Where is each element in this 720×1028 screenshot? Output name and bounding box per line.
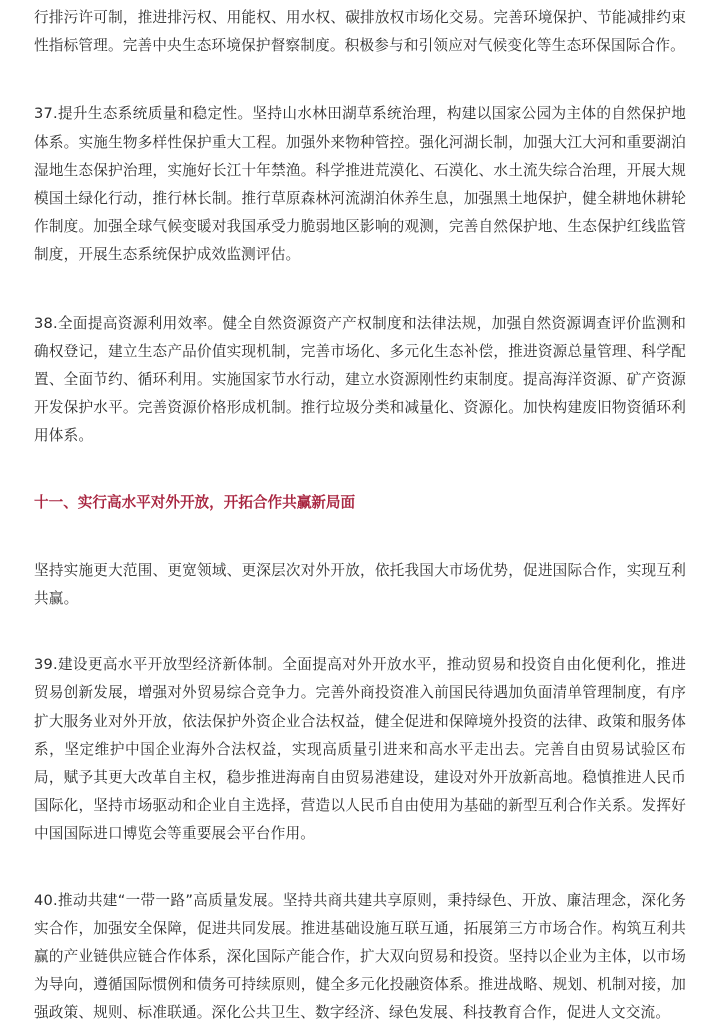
section-11-intro: 坚持实施更大范围、更宽领域、更深层次对外开放，依托我国大市场优势，促进国际合作，实现互利共赢。 (34, 561, 686, 608)
document-body (34, 4, 686, 1028)
paragraph-intro-tail: 行排污许可制，推进排污权、用能权、用水权、碳排放权市场化交易。完善环境保护、节能减排约束性指标管理。完善中央生态环境保护督察制度。积极参与和引领应对气候变化等生态环保国际合作。 (34, 9, 686, 55)
section-11-heading: 十一、实行高水平对外开放，开拓合作共赢新局面 (34, 493, 356, 511)
paragraph-37: 37.提升生态系统质量和稳定性。坚持山水林田湖草系统治理，构建以国家公园为主体的自然保护地体系。实施生物多样性保护重大工程。加强外来物种管控。强化河湖长制，加强大江大河和重要湖泊湿地生态保护治理，实施好长江十年禁渔。科学推进荒漠化、石漠化、水土流失综合治理，开展大规模国土绿化行动，推行林长制。推行草原森林河流湖泊休养生息，加强黑土地保护，健全耕地休耕轮作制度。加强全球气候变暖对我国承受力脆弱地区影响的观测，完善自然保护地、生态保护红线监管制度，开展生态系统保护成效监测评估。 (34, 105, 686, 264)
paragraph-40: 40.推动共建“一带一路”高质量发展。坚持共商共建共享原则，秉持绿色、开放、廉洁理念，深化务实合作，加强安全保障，促进共同发展。推进基础设施互联互通，拓展第三方市场合作。构筑互利共赢的产业链供应链合作体系，深化国际产能合作，扩大双向贸易和投资。坚持以企业为主体，以市场为导向，遵循国际惯例和债务可持续原则，健全多元化投融资体系。推进战略、规划、机制对接，加强政策、规则、标准联通。深化公共卫生、数字经济、绿色发展、科技教育合作，促进人文交流。 (34, 891, 686, 1022)
paragraph-38: 38.全面提高资源利用效率。健全自然资源资产产权制度和法律法规，加强自然资源调查评价监测和确权登记，建立生态产品价值实现机制，完善市场化、多元化生态补偿，推进资源总量管理、科学配置、全面节约、循环利用。实施国家节水行动，建立水资源刚性约束制度。提高海洋资源、矿产资源开发保护水平。完善资源价格形成机制。推行垃圾分类和减量化、资源化。加快构建废旧物资循环利用体系。 (34, 314, 686, 445)
paragraph-39: 39.建设更高水平开放型经济新体制。全面提高对外开放水平，推动贸易和投资自由化便利化，推进贸易创新发展，增强对外贸易综合竞争力。完善外商投资准入前国民待遇加负面清单管理制度，有序扩大服务业对外开放，依法保护外资企业合法权益，健全促进和保障境外投资的法律、政策和服务体系，坚定维护中国企业海外合法权益，实现高质量引进来和高水平走出去。完善自由贸易试验区布局，赋予其更大改革自主权，稳步推进海南自由贸易港建设，建设对外开放新高地。稳慎推进人民币国际化，坚持市场驱动和企业自主选择，营造以人民币自由使用为基础的新型互利合作关系。发挥好中国国际进口博览会等重要展会平台作用。 (34, 656, 686, 843)
